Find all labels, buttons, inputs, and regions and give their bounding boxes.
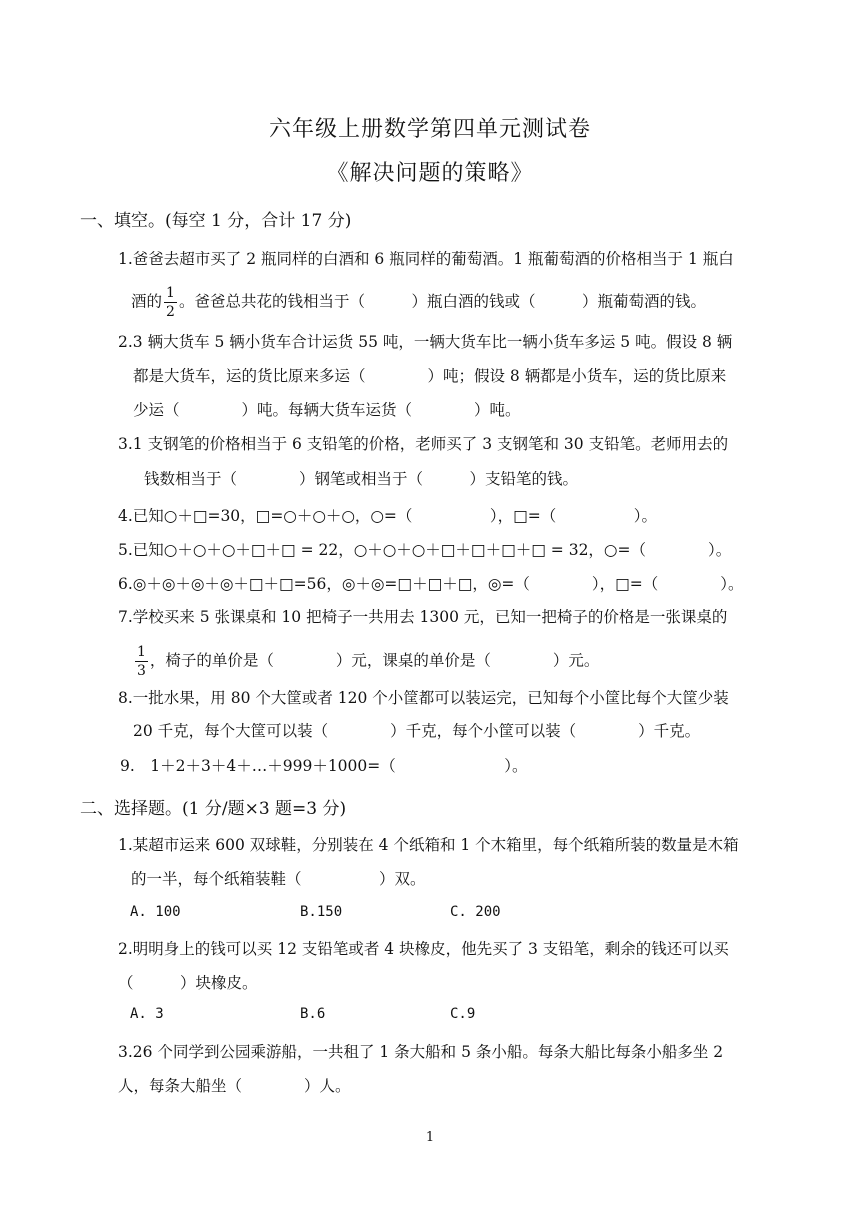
fraction-one-third xyxy=(135,645,148,678)
mc2-option-c: C.9 xyxy=(450,1006,476,1022)
mc2-option-b: B.6 xyxy=(300,1006,326,1022)
section1-heading: 一、填空。(每空 1 分，合计 17 分) xyxy=(80,211,352,231)
mc3-line2: 人，每条大船坐（ ）人。 xyxy=(118,1077,351,1095)
q7-line2 xyxy=(133,645,599,678)
q2-line3: 少运（ ）吨。每辆大货车运货（ ）吨。 xyxy=(133,401,521,419)
q1-line2 xyxy=(131,286,706,319)
mc2-line2: （ ）块橡皮。 xyxy=(118,974,258,992)
mc1-option-b: B.150 xyxy=(300,904,343,920)
q7-line2-suffix: ，椅子的单价是（ ）元，课桌的单价是（ ）元。 xyxy=(149,651,600,670)
q7-line1: 7.学校买来 5 张课桌和 10 把椅子一共用去 1300 元，已知一把椅子的价格是一张课桌的 xyxy=(118,608,728,626)
page-subtitle: 《解决问题的策略》 xyxy=(326,161,534,186)
q1-line2-prefix: 酒的 xyxy=(131,292,163,311)
mc1-option-c: C. 200 xyxy=(450,904,501,920)
q1-line2-suffix: 。爸爸总共花的钱相当于（ ）瓶白酒的钱或（ ）瓶葡萄酒的钱。 xyxy=(178,292,706,311)
q1-line1: 1.爸爸去超市买了 2 瓶同样的白酒和 6 瓶同样的葡萄酒。1 瓶葡萄酒的价格相当于 1 瓶白 xyxy=(118,250,734,268)
fraction-denominator: 3 xyxy=(137,663,146,679)
q8-line2: 20 千克，每个大筐可以装（ ）千克，每个小筐可以装（ ）千克。 xyxy=(133,722,701,740)
q8-line1: 8.一批水果，用 80 个大筐或者 120 个小筐都可以装运完，已知每个小筐比每个大筐少装 xyxy=(118,689,729,707)
q9-line: 9. 1＋2＋3＋4＋…＋999＋1000=（ ）。 xyxy=(120,757,528,775)
q2-line1: 2.3 辆大货车 5 辆小货车合计运货 55 吨，一辆大货车比一辆小货车多运 5 吨。假设 8 辆 xyxy=(118,333,733,351)
mc2-option-a: A. 3 xyxy=(130,1006,164,1022)
q3-line2: 钱数相当于（ ）钢笔或相当于（ ）支铅笔的钱。 xyxy=(144,470,579,488)
fraction-denominator: 2 xyxy=(166,304,175,320)
section2-heading: 二、选择题。(1 分/题×3 题=3 分) xyxy=(80,799,347,819)
mc1-line1: 1.某超市运来 600 双球鞋，分别装在 4 个纸箱和 1 个木箱里，每个纸箱所装的数量是木箱 xyxy=(118,836,739,854)
q6-line: 6.◎＋◎＋◎＋◎＋□＋□=56，◎＋◎=□＋□＋□，◎=（ ），□=（ ）。 xyxy=(118,575,744,593)
fraction-numerator: 1 xyxy=(166,285,175,301)
page-number: 1 xyxy=(425,1130,435,1145)
q3-line1: 3.1 支钢笔的价格相当于 6 支铅笔的价格，老师买了 3 支钢笔和 30 支铅笔。老师用去的 xyxy=(118,435,729,453)
fraction-one-half xyxy=(164,286,177,319)
mc1-line2: 的一半，每个纸箱装鞋（ ）双。 xyxy=(131,870,426,888)
mc1-option-a: A. 100 xyxy=(130,904,181,920)
q4-line: 4.已知○＋□=30，□=○＋○＋○，○=（ ），□=（ ）。 xyxy=(118,507,658,525)
mc3-line1: 3.26 个同学到公园乘游船，一共租了 1 条大船和 5 条小船。每条大船比每条小船多坐 2 xyxy=(118,1043,724,1061)
page-title: 六年级上册数学第四单元测试卷 xyxy=(268,117,591,142)
q5-line: 5.已知○＋○＋○＋□＋□ = 22，○＋○＋○＋□＋□＋□＋□ = 32，○=（ ）。 xyxy=(118,541,732,559)
q2-line2: 都是大货车，运的货比原来多运（ ）吨；假设 8 辆都是小货车，运的货比原来 xyxy=(133,367,727,385)
mc2-line1: 2.明明身上的钱可以买 12 支铅笔或者 4 块橡皮，他先买了 3 支铅笔，剩余的钱还可以买 xyxy=(118,940,729,958)
fraction-numerator: 1 xyxy=(137,644,146,660)
